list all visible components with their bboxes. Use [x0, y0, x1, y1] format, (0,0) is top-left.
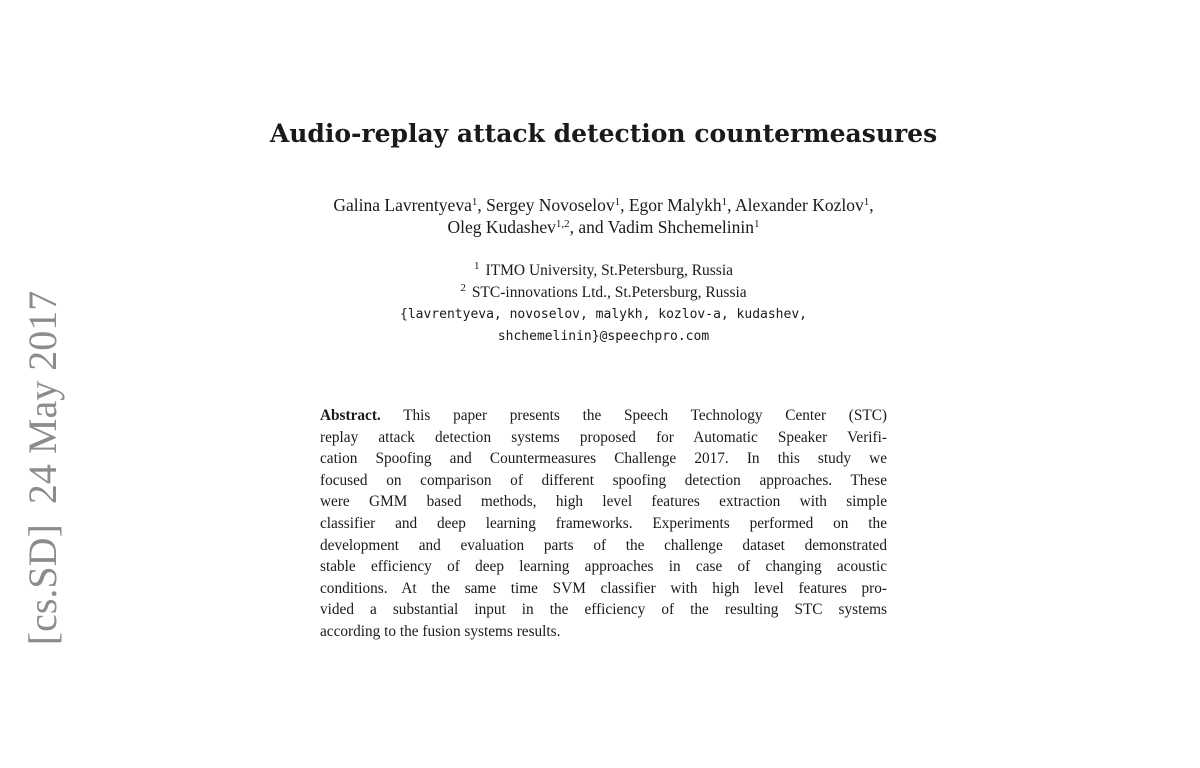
author-list — [0, 194, 1200, 238]
arxiv-category: [cs.SD] — [20, 524, 65, 646]
author-affiliation-mark: 1 — [614, 196, 621, 208]
author-affiliation-mark: 1,2 — [555, 218, 570, 230]
abstract-line: Abstract. This paper presents the Speech Technology Center (STC) — [320, 407, 887, 424]
author-name: Galina Lavrentyeva — [333, 195, 472, 215]
affiliation-line — [0, 260, 1200, 282]
abstract-line: conditions. At the same time SVM classifier with high level features pro- — [320, 579, 887, 597]
author-separator: , and — [569, 217, 608, 237]
author-affiliation-mark: 1 — [721, 196, 728, 208]
author-separator: , — [620, 195, 629, 215]
author-name: Oleg Kudashev — [447, 217, 556, 237]
author-line-2 — [0, 216, 1200, 238]
affiliation-line — [0, 282, 1200, 304]
author-separator: , — [477, 195, 487, 215]
affiliation-number: 1 — [473, 260, 480, 272]
abstract-line: cation Spoofing and Countermeasures Challenge 2017. In this study we — [320, 450, 887, 468]
abstract-line: vided a substantial input in the efficiency of the resulting STC systems — [320, 601, 887, 619]
abstract — [320, 405, 887, 643]
abstract-line: focused on comparison of different spoofing detection approaches. These — [320, 471, 887, 489]
author-separator: , — [869, 195, 874, 215]
email-line-2: shchemelinin}@speechpro.com — [497, 329, 710, 344]
abstract-line: according to the fusion systems results. — [320, 622, 561, 640]
author-affiliation-mark: 1 — [863, 196, 870, 208]
author-name: Egor Malykh — [628, 195, 722, 215]
author-affiliation-mark: 1 — [754, 218, 760, 230]
abstract-line: stable efficiency of deep learning approaches in case of changing acoustic — [320, 558, 887, 576]
author-name: Alexander Kozlov — [734, 195, 864, 215]
author-name: Sergey Novoselov — [486, 195, 615, 215]
author-name: Vadim Shchemelinin — [607, 217, 755, 237]
abstract-line: were GMM based methods, high level features extraction with simple — [320, 493, 887, 511]
arxiv-side-stamp — [21, 168, 65, 768]
abstract-line: replay attack detection systems proposed for Automatic Speaker Verifi- — [320, 428, 887, 446]
affiliation-text: ITMO University, St.Petersburg, Russia — [485, 262, 734, 279]
abstract-line: development and evaluation parts of the challenge dataset demonstrated — [320, 536, 887, 554]
abstract-line: classifier and deep learning frameworks. Experiments performed on the — [320, 514, 887, 532]
email-line-1: {lavrentyeva, novoselov, malykh, kozlov-a, kudashev, — [400, 307, 807, 322]
paper-title: Audio-replay attack detection countermeasures — [269, 119, 938, 148]
author-affiliation-mark: 1 — [471, 196, 478, 208]
affiliations — [0, 260, 1200, 348]
affiliation-number: 2 — [460, 282, 466, 294]
affiliation-text: STC-innovations Ltd., St.Petersburg, Russia — [471, 284, 747, 301]
arxiv-date: 24 May 2017 — [20, 290, 65, 505]
author-separator: , — [727, 195, 735, 215]
abstract-label: Abstract. — [320, 407, 381, 424]
author-line-1 — [0, 194, 1200, 216]
